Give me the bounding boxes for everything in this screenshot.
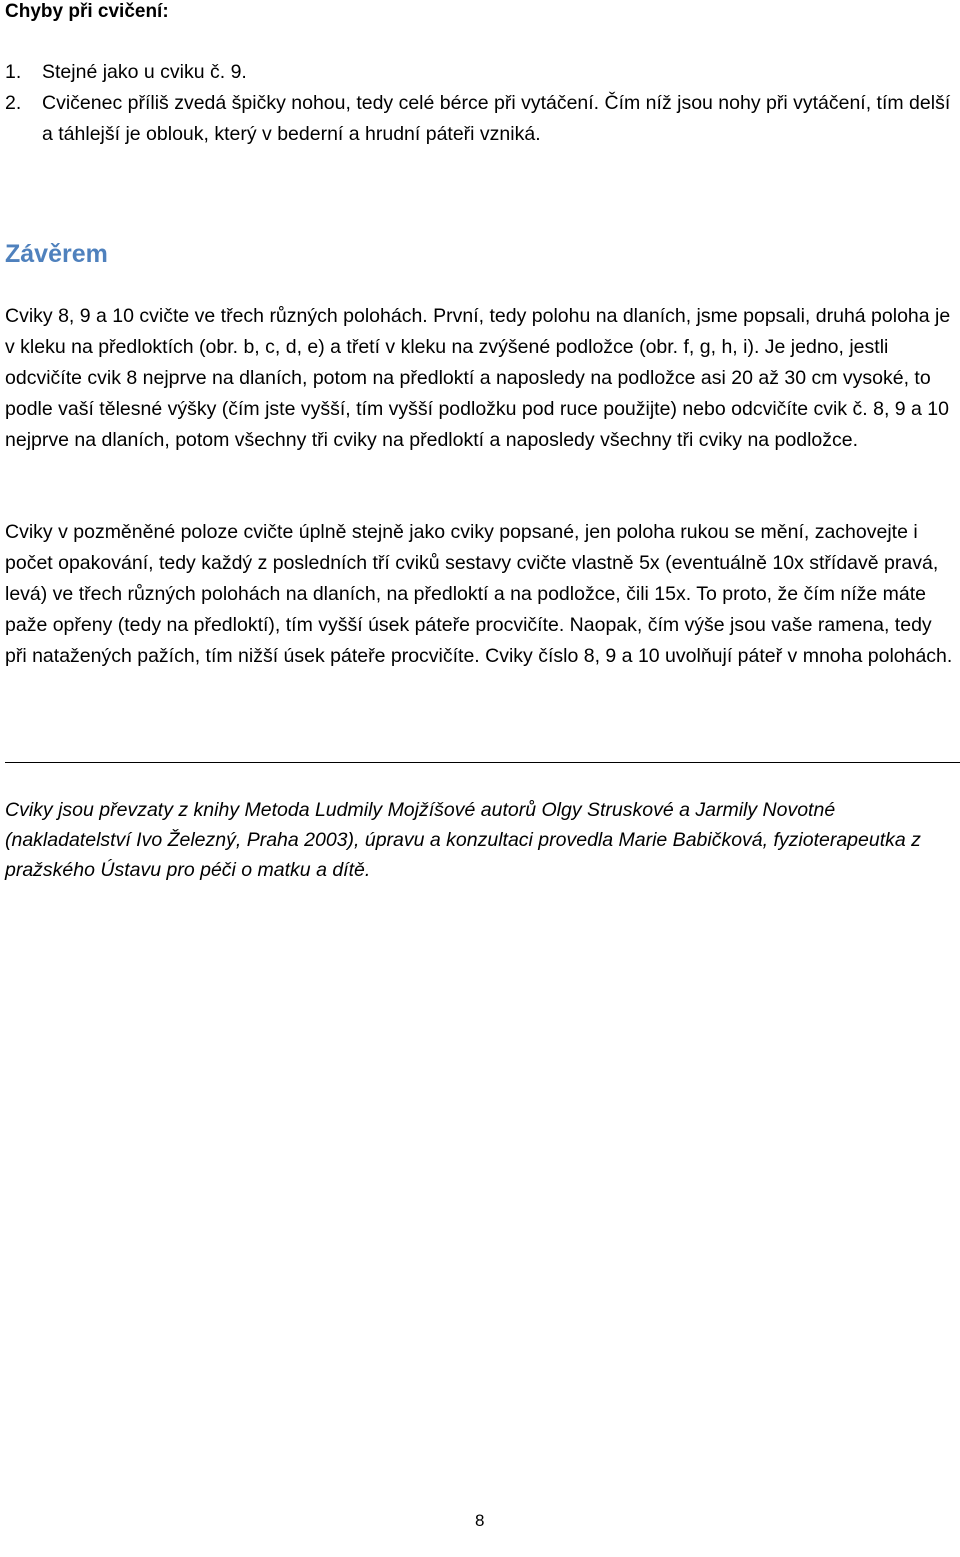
list-item-text: Cvičenec příliš zvedá špičky nohou, tedy celé bérce při vytáčení. Čím níž jsou nohy při vytáčení, tím delší a táhlejší je oblouk, který v bederní a hrudní páteři vzniká. (42, 92, 951, 145)
list-item (5, 88, 955, 150)
list-item (5, 57, 955, 88)
paragraph-positions: Cviky 8, 9 a 10 cvičte ve třech různých polohách. První, tedy polohu na dlaních, jsme popsali, druhá poloha je v kleku na předloktích (obr. b, c, d, e) a třetí v kleku na zvýšené podložce (obr. f, g, h, i). Je jedno, jestli odcvičíte cvik 8 nejprve na dlaních, potom na předloktí a naposledy na podložce asi 20 až 30 cm vysoké, to podle vaší tělesné výšky (čím jste vyšší, tím vyšší podložku pod ruce použijte) nebo odcvičíte cvik č. 8, 9 a 10 nejprve na dlaních, potom všechny tři cviky na předloktí a naposledy všechny tři cviky na podložce. (5, 305, 951, 451)
section-title: Závěrem (5, 240, 108, 268)
list-item-text: Stejné jako u cviku č. 9. (42, 61, 247, 83)
horizontal-divider (5, 762, 960, 763)
page-number: 8 (475, 1511, 485, 1530)
list-item-number: 2. (5, 92, 22, 114)
paragraph-modified-position: Cviky v pozměněné poloze cvičte úplně stejně jako cviky popsané, jen poloha rukou se mění, zachovejte i počet opakování, tedy každý z posledních tří cviků sestavy cvičte vlastně 5x (eventuálně 10x střídavě pravá, levá) ve třech různých polohách na dlaních, na předloktí a na podložce, čili 15x. To proto, že čím níže máte paže opřeny (tedy na předloktí), tím vyšší úsek páteře procvičíte. Naopak, čím výše jsou vaše ramena, tedy při natažených pažích, tím nižší úsek páteře procvičíte. Cviky číslo 8, 9 a 10 uvolňují páteř v mnoha polohách. (5, 521, 953, 667)
mistakes-list (5, 57, 955, 150)
source-credit: Cviky jsou převzaty z knihy Metoda Ludmily Mojžíšové autorů Olgy Struskové a Jarmily Novotné (nakladatelství Ivo Železný, Praha 2003), úpravu a konzultaci provedla Marie Babičková, fyzioterapeutka z pražského Ústavu pro péči o matku a dítě. (5, 799, 921, 881)
list-item-number: 1. (5, 61, 22, 83)
mistakes-heading: Chyby při cvičení: (5, 1, 169, 22)
